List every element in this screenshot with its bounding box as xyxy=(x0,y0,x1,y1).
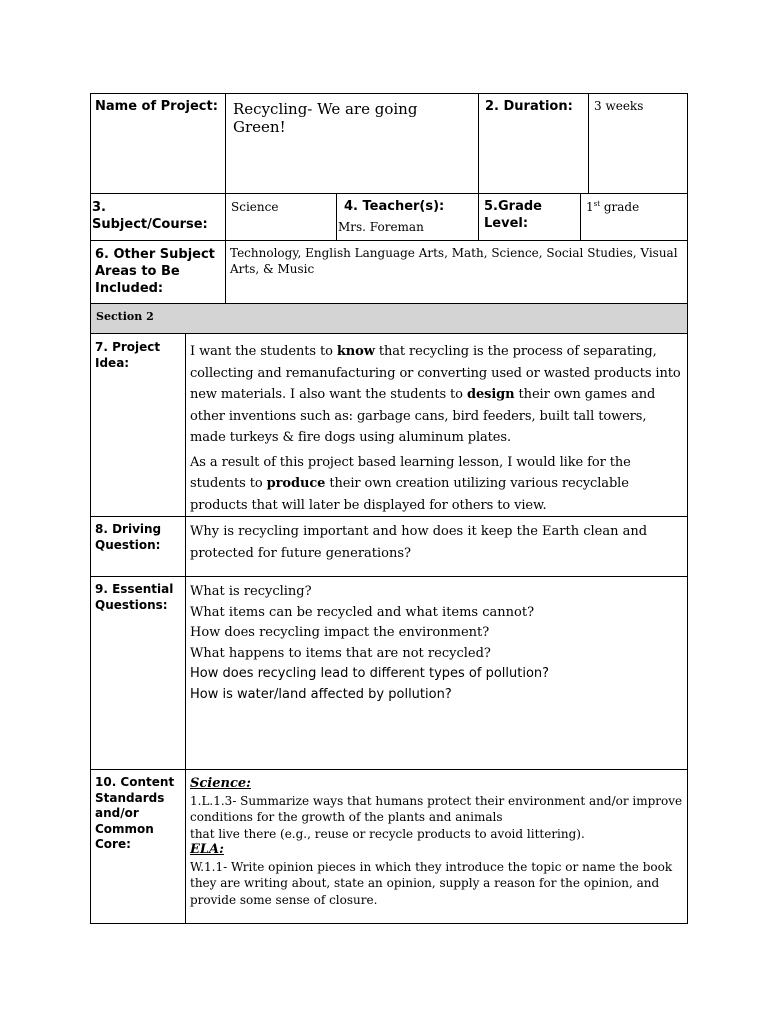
row-divider xyxy=(90,769,688,770)
essential-question: How does recycling impact the environment? xyxy=(190,625,490,640)
standards-text: Science: 1.L.1.3- Summarize ways that humans protect their environment and/or improve conditions for the growth of the plants and animals that live there (e.g., reuse or recycle products to avoid littering). ELA: W.1.1- Write opinion pieces in which they introduce the topic or name the book they are writing about, state an opinion, supply a reason for the opinion, and provide some sense of closure. xyxy=(190,776,686,908)
row-divider xyxy=(90,516,688,517)
project-name-label: Name of Project: xyxy=(95,99,218,114)
section-2-band xyxy=(91,304,687,333)
col-divider xyxy=(588,93,589,193)
project-idea-text: I want the students to know that recycling is the process of separating, collecting and remanufacturing or converting used or wasted products into new materials. I also want the students to design their own games and other inventions such as: garbage cans, bird feeders, built tall towers, made turkeys & fire dogs using aluminum plates. As a result of this project based learning lesson, I would like for the students to produce their own creation utilizing various recyclable products that will later be displayed for others to view. xyxy=(190,344,681,513)
duration-label: 2. Duration: xyxy=(485,99,573,114)
row-divider xyxy=(90,193,688,194)
grade-value: 1st grade xyxy=(586,200,640,214)
driving-question-label: 8. Driving Question: xyxy=(95,522,162,552)
ela-heading: ELA: xyxy=(190,842,224,857)
row-divider xyxy=(90,333,688,334)
row-divider xyxy=(90,576,688,577)
col-divider xyxy=(185,333,186,924)
section-2-title: Section 2 xyxy=(96,310,154,323)
teacher-label: 4. Teacher(s): xyxy=(344,199,445,214)
other-subjects-value: Technology, English Language Arts, Math, Science, Social Studies, Visual Arts, & Music xyxy=(230,246,678,276)
col-divider xyxy=(336,193,337,240)
col-divider xyxy=(225,93,226,303)
project-name-value: Recycling- We are going Green! xyxy=(233,100,418,136)
essential-question: What is recycling? xyxy=(190,584,312,599)
col-divider xyxy=(580,193,581,240)
essential-questions-label: 9. Essential Questions: xyxy=(95,582,174,612)
grade-label: 5.Grade Level: xyxy=(484,199,542,231)
project-idea-label: 7. Project Idea: xyxy=(95,340,161,370)
driving-question-text: Why is recycling important and how does it keep the Earth clean and protected for future generations? xyxy=(190,524,648,561)
essential-question: What happens to items that are not recycled? xyxy=(190,645,491,661)
essential-question: How does recycling lead to different types of pollution? xyxy=(190,666,550,681)
other-subjects-label: 6. Other Subject Areas to Be Included: xyxy=(95,247,215,296)
col-divider xyxy=(478,93,479,240)
essential-question: What items can be recycled and what items cannot? xyxy=(190,604,535,620)
row-divider xyxy=(90,240,688,241)
subject-value: Science xyxy=(231,200,279,214)
science-heading: Science: xyxy=(190,776,251,791)
standards-label: 10. Content Standards and/or Common Core: xyxy=(95,775,175,852)
duration-value: 3 weeks xyxy=(594,99,644,113)
essential-questions-list xyxy=(190,582,684,705)
essential-question: How is water/land affected by pollution? xyxy=(190,686,452,702)
subject-label: 3. Subject/Course: xyxy=(92,200,208,232)
teacher-value: Mrs. Foreman xyxy=(338,220,424,234)
